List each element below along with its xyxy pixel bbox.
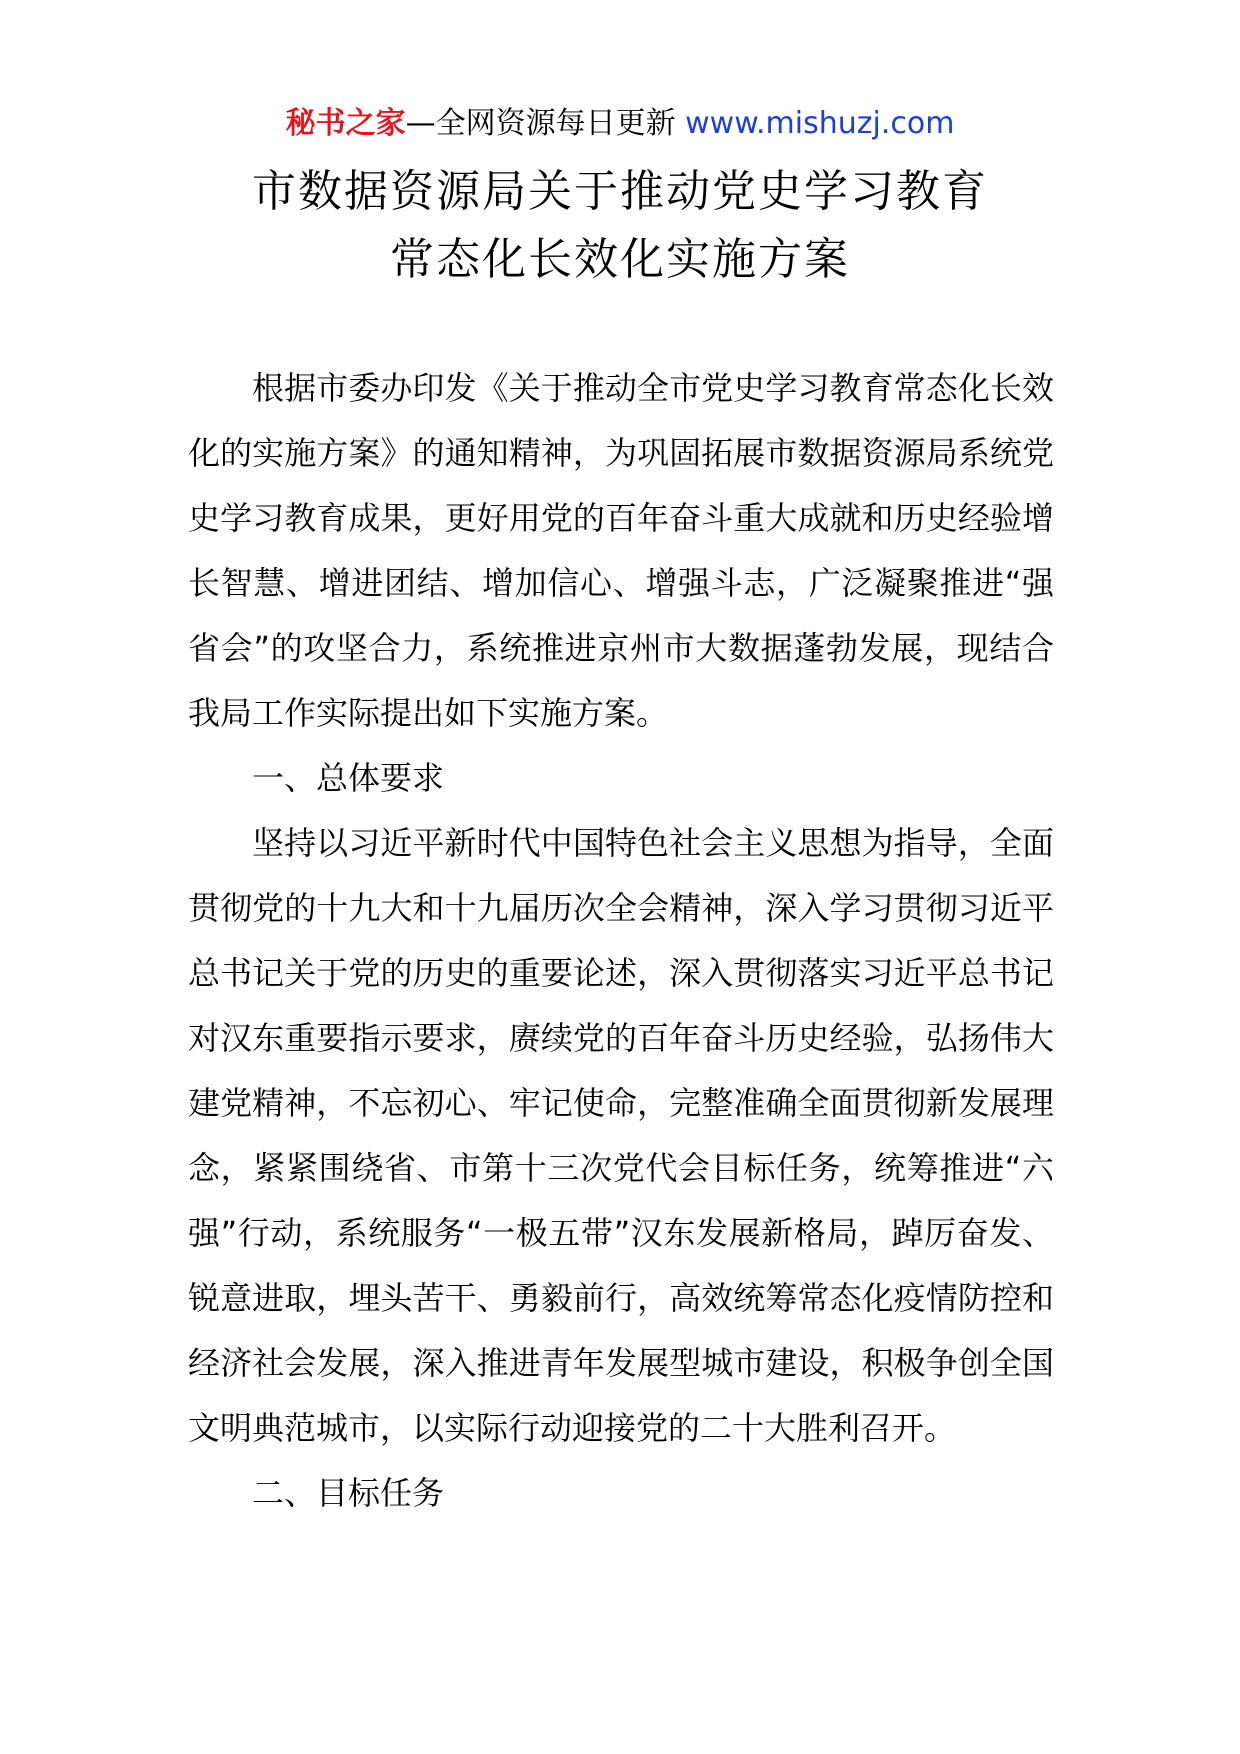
watermark-slogan: —全网资源每日更新 (405, 106, 676, 141)
document-title-line-1: 市数据资源局关于推动党史学习教育 (252, 166, 988, 217)
watermark-brand: 秘书之家 (285, 106, 406, 141)
paragraph-intro: 根据市委办印发《关于推动全市党史学习教育常态化长效化的实施方案》的通知精神，为巩固拓展市数据资源局系统党史学习教育成果，更好用党的百年奋斗重大成就和历史经验增长智慧、增进团结、增加信心、增强斗志，广泛凝聚推进“强省会”的攻坚合力，系统推进京州市大数据蓬勃发展，现结合我局工作实际提出如下实施方案。 (188, 369, 1054, 732)
section-heading-1: 一、总体要求 (252, 759, 445, 797)
watermark-url: www.mishuzj.com (685, 106, 955, 141)
section-heading-2: 二、目标任务 (252, 1474, 445, 1512)
watermark-header (0, 104, 1240, 144)
document-title-line-2: 常态化长效化实施方案 (390, 234, 850, 285)
paragraph-general-requirements: 坚持以习近平新时代中国特色社会主义思想为指导，全面贯彻党的十九大和十九届历次全会精神，深入学习贯彻习近平总书记关于党的历史的重要论述，深入贯彻落实习近平总书记对汉东重要指示要求，赓续党的百年奋斗历史经验，弘扬伟大建党精神，不忘初心、牢记使命，完整准确全面贯彻新发展理念，紧紧围绕省、市第十三次党代会目标任务，统筹推进“六强”行动，系统服务“一极五带”汉东发展新格局，踔厉奋发、锐意进取，埋头苦干、勇毅前行，高效统筹常态化疫情防控和经济社会发展，深入推进青年发展型城市建设，积极争创全国文明典范城市，以实际行动迎接党的二十大胜利召开。 (188, 824, 1054, 1447)
document-body (188, 356, 1054, 1526)
